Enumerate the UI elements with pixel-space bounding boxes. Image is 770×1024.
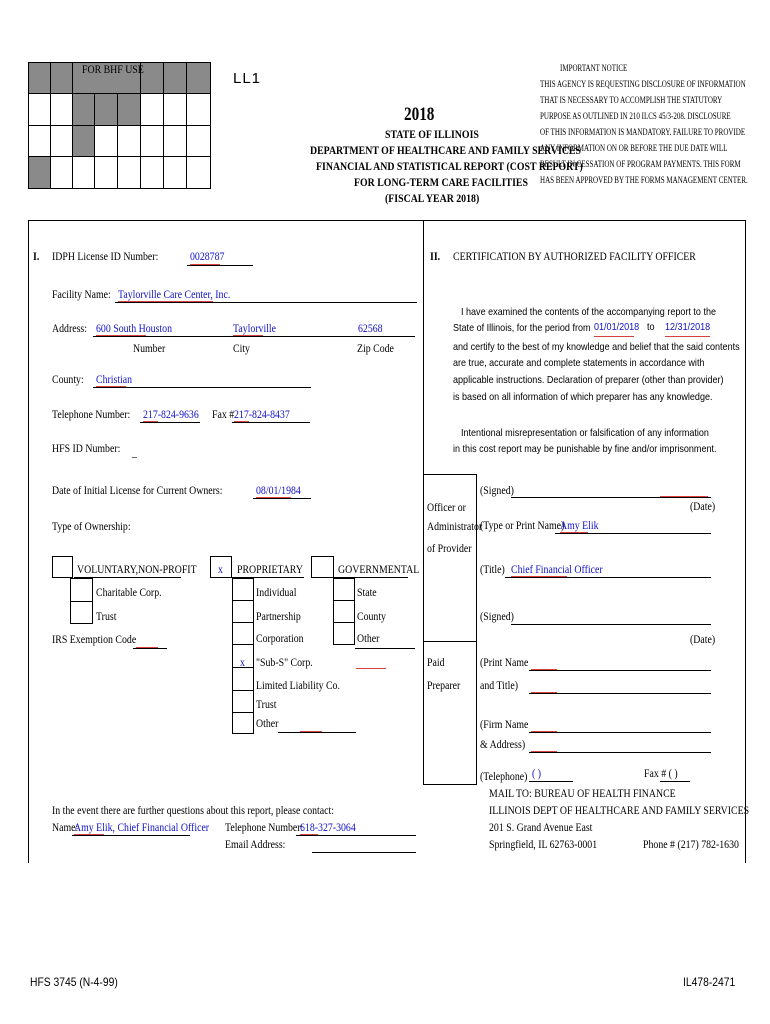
grid-cell <box>163 62 187 94</box>
initial-license-underline <box>253 498 311 499</box>
contact-instructions: In the event there are further questions about this report, please contact: <box>52 803 334 817</box>
county-label: County: <box>52 372 84 386</box>
subs-label: "Sub-S" Corp. <box>256 655 313 669</box>
fax-value[interactable]: 217-824-8437 <box>234 407 290 421</box>
email-underline <box>312 852 416 853</box>
signed-label: (Signed) <box>480 483 514 497</box>
county-redline <box>96 386 126 387</box>
print-name-line <box>529 670 711 671</box>
address-underline <box>93 336 415 337</box>
notice-line: OF THIS INFORMATION IS MANDATORY. FAILURE TO PROVIDE <box>540 127 746 137</box>
print-title-line <box>529 693 711 694</box>
other-label: Other <box>256 716 279 730</box>
form-code: IL478-2471 <box>683 975 736 989</box>
firm-label: (Firm Name <box>480 717 529 731</box>
grid-cell <box>72 156 95 189</box>
grid-cell <box>140 125 164 157</box>
subs-mark: x <box>240 655 245 669</box>
charitable-checkbox[interactable] <box>70 578 93 602</box>
print-name-redline <box>531 669 557 670</box>
other-gov-underline <box>355 648 415 649</box>
signature-redline <box>660 496 708 497</box>
print-name-label: (Print Name <box>480 655 529 669</box>
title-label: (Title) <box>480 562 505 576</box>
grid-cell <box>117 125 141 157</box>
contact-name-underline <box>72 835 190 836</box>
facility-value[interactable]: Taylorville Care Center, Inc. <box>118 287 231 301</box>
trust-checkbox[interactable] <box>70 601 93 624</box>
facility-underline <box>115 302 417 303</box>
contact-name-value[interactable]: Amy Elik, Chief Financial Officer <box>74 820 210 834</box>
fax-label: Fax # <box>212 407 235 421</box>
notice-line: HAS BEEN APPROVED BY THE FORMS MANAGEMENT CENTER. <box>540 175 748 185</box>
title-line: FOR LONG-TERM CARE FACILITIES <box>354 175 528 189</box>
preparer-fax-underline <box>660 781 690 782</box>
firm-label-2: & Address) <box>480 737 526 751</box>
county-underline <box>93 387 311 388</box>
other-gov-checkbox[interactable] <box>333 622 355 645</box>
county-gov-label: County <box>357 609 386 623</box>
hfs-label: HFS ID Number: <box>52 441 121 455</box>
grid-cell <box>50 156 73 189</box>
firm-line <box>529 732 711 733</box>
county-gov-checkbox[interactable] <box>333 600 355 623</box>
grid-cell <box>28 62 51 94</box>
proprietary-label: PROPRIETARY <box>237 562 303 576</box>
type-name-redline <box>560 532 588 533</box>
grid-cell <box>117 156 141 189</box>
officer-label: Officer or <box>427 500 466 514</box>
mail-phone: Phone # (217) 782-1630 <box>643 837 739 851</box>
phone-label: Telephone Number: <box>52 407 131 421</box>
contact-phone-label: Telephone Number: <box>225 820 304 834</box>
address-label: Address: <box>52 321 87 335</box>
period-from-redline <box>594 336 634 337</box>
phone-underline <box>140 422 200 423</box>
city-redline <box>233 335 263 336</box>
grid-cell <box>28 156 51 189</box>
notice-line: PURPOSE AS OUTLINED IN 210 ILCS 45/3-208. DISCLOSURE <box>540 111 731 121</box>
individual-label: Individual <box>256 585 297 599</box>
irs-label: IRS Exemption Code <box>52 632 137 646</box>
grid-cell <box>94 156 118 189</box>
cert-line: and certify to the best of my knowledge and belief that the said contents <box>453 341 740 353</box>
grid-cell <box>186 62 211 94</box>
paid-label: Paid <box>427 655 445 669</box>
grid-cell <box>94 93 118 126</box>
governmental-checkbox[interactable] <box>311 556 334 578</box>
street-value[interactable]: 600 South Houston <box>96 321 173 335</box>
mail-line: MAIL TO: BUREAU OF HEALTH FINANCE <box>489 786 676 800</box>
notice-line: THIS AGENCY IS REQUESTING DISCLOSURE OF INFORMATION <box>540 79 746 89</box>
other-gov-redline <box>356 668 386 669</box>
print-title-redline <box>531 692 557 693</box>
city-label: City <box>233 341 250 355</box>
title-line: STATE OF ILLINOIS <box>385 127 479 141</box>
voluntary-label: VOLUNTARY,NON-PROFIT <box>77 562 197 576</box>
notice-line: ANY INFORMATION ON OR BEFORE THE DUE DATE WILL <box>540 143 728 153</box>
grid-cell <box>28 125 51 157</box>
form-id: HFS 3745 (N-4-99) <box>30 975 118 989</box>
contact-name-redline <box>74 834 104 835</box>
trust2-label: Trust <box>256 697 277 711</box>
email-label: Email Address: <box>225 837 286 851</box>
cert-line: is based on all information of which preparer has any knowledge. <box>453 391 713 403</box>
license-value[interactable]: 0028787 <box>190 249 225 263</box>
partnership-label: Partnership <box>256 609 301 623</box>
grid-cell <box>140 156 164 189</box>
individual-checkbox[interactable] <box>232 578 254 601</box>
paid-label: Preparer <box>427 678 461 692</box>
title-line: (FISCAL YEAR 2018) <box>385 191 480 205</box>
trust-label: Trust <box>96 609 117 623</box>
initial-license-value[interactable]: 08/01/1984 <box>256 483 301 497</box>
other-underline <box>278 732 356 733</box>
irs-underline <box>133 648 167 649</box>
cert-to: to <box>647 321 655 333</box>
grid-cell <box>50 62 73 94</box>
facility-label: Facility Name: <box>52 287 111 301</box>
grid-cell <box>50 125 73 157</box>
warning-line: Intentional misrepresentation or falsification of any information <box>461 427 709 439</box>
voluntary-checkbox[interactable] <box>52 556 73 578</box>
governmental-label: GOVERNMENTAL <box>338 562 420 576</box>
grid-cell <box>186 125 211 157</box>
partnership-checkbox[interactable] <box>232 600 254 623</box>
type-name-underline <box>555 533 711 534</box>
section-1-numeral: I. <box>33 249 40 263</box>
notice-title: IMPORTANT NOTICE <box>560 63 628 73</box>
officer-label: Administrator <box>427 519 483 533</box>
date-label: (Date) <box>690 499 716 513</box>
officer-label: of Provider <box>427 541 472 555</box>
mail-line: ILLINOIS DEPT OF HEALTHCARE AND FAMILY SERVICES <box>489 803 750 817</box>
contact-phone-underline <box>296 835 416 836</box>
title-redline <box>511 576 567 577</box>
other-gov-label: Other <box>357 631 380 645</box>
period-from-value[interactable]: 01/01/2018 <box>594 321 640 333</box>
trust2-checkbox[interactable] <box>232 690 254 713</box>
grid-cell <box>186 93 211 126</box>
signed2-label: (Signed) <box>480 609 514 623</box>
corporation-checkbox[interactable] <box>232 622 254 645</box>
period-to-redline <box>665 336 710 337</box>
print-name-label-2: and Title) <box>480 678 519 692</box>
telephone-underline <box>529 781 573 782</box>
signature-line <box>511 497 711 498</box>
contact-phone-redline <box>300 834 318 835</box>
contact-name-label: Name: <box>52 820 79 834</box>
irs-redline <box>136 647 158 648</box>
firm-address-redline <box>531 751 557 752</box>
ownership-label: Type of Ownership: <box>52 519 131 533</box>
warning-line: in this cost report may be punishable by fine and/or imprisonment. <box>453 443 717 455</box>
form-code-ll1: LL1 <box>233 70 262 87</box>
grid-cell <box>72 125 95 157</box>
cert-line: are true, accurate and complete statements in accordance with <box>453 357 705 369</box>
phone-value[interactable]: 217-824-9636 <box>143 407 199 421</box>
other-redline <box>300 731 322 732</box>
grid-cell <box>28 93 51 126</box>
title-line: DEPARTMENT OF HEALTHCARE AND FAMILY SERVICES <box>310 143 581 157</box>
firm-address-line <box>529 752 711 753</box>
telephone-label: (Telephone) <box>480 769 528 783</box>
grid-cell <box>117 93 141 126</box>
zip-value[interactable]: 62568 <box>358 321 383 335</box>
fax-redline <box>234 421 249 422</box>
date2-label: (Date) <box>690 632 716 646</box>
county-value[interactable]: Christian <box>96 372 133 386</box>
mail-line: 201 S. Grand Avenue East <box>489 820 593 834</box>
other-checkbox[interactable] <box>232 712 254 734</box>
state-checkbox[interactable] <box>333 578 355 601</box>
grid-cell <box>186 156 211 189</box>
contact-phone-value[interactable]: 618-327-3064 <box>300 820 356 834</box>
cert-line: State of Illinois, for the period from <box>453 322 591 334</box>
llc-label: Limited Liability Co. <box>256 678 340 692</box>
llc-checkbox[interactable] <box>232 667 254 691</box>
firm-redline <box>531 731 557 732</box>
mail-city: Springfield, IL 62763-0001 <box>489 837 598 851</box>
title-value[interactable]: Chief Financial Officer <box>511 562 603 576</box>
number-label: Number <box>133 341 166 355</box>
license-label: IDPH License ID Number: <box>52 249 159 263</box>
section-2-numeral: II. <box>430 249 441 263</box>
signature2-line <box>511 624 711 625</box>
notice-line: RESULT IN CESSATION OF PROGRAM PAYMENTS. THIS FORM <box>540 159 741 169</box>
preparer-fax-label: Fax # ( ) <box>644 766 678 780</box>
type-name-label: (Type or Print Name) <box>480 518 565 532</box>
bhf-use-label: FOR BHF USE <box>82 62 144 76</box>
telephone-parens[interactable]: ( ) <box>532 766 542 780</box>
phone-redline <box>143 421 158 422</box>
grid-cell <box>50 93 73 126</box>
grid-cell <box>94 125 118 157</box>
initial-license-redline <box>256 497 291 498</box>
initial-license-label: Date of Initial License for Current Owners: <box>52 483 223 497</box>
notice-line: THAT IS NECESSARY TO ACCOMPLISH THE STATUTORY <box>540 95 723 105</box>
license-underline <box>187 265 253 266</box>
cert-line: applicable instructions. Declaration of preparer (other than provider) <box>453 374 724 386</box>
cert-line: I have examined the contents of the accompanying report to the <box>461 306 717 318</box>
zip-label: Zip Code <box>357 341 394 355</box>
proprietary-mark: x <box>218 562 223 576</box>
charitable-label: Charitable Corp. <box>96 585 162 599</box>
fax-underline <box>232 422 310 423</box>
grid-cell <box>163 156 187 189</box>
grid-cell <box>72 93 95 126</box>
certification-heading: CERTIFICATION BY AUTHORIZED FACILITY OFFICER <box>453 249 696 263</box>
city-value[interactable]: Taylorville <box>233 321 277 335</box>
grid-cell <box>163 93 187 126</box>
state-label: State <box>357 585 377 599</box>
period-to-value[interactable]: 12/31/2018 <box>665 321 711 333</box>
hfs-value[interactable]: _ <box>132 445 137 459</box>
type-name-value[interactable]: Amy Elik <box>560 518 599 532</box>
license-redline <box>190 264 220 265</box>
title-underline <box>505 577 711 578</box>
street-redline <box>96 335 146 336</box>
corporation-label: Corporation <box>256 631 304 645</box>
grid-cell <box>140 93 164 126</box>
facility-redline <box>118 301 213 302</box>
grid-cell <box>163 125 187 157</box>
report-year: 2018 <box>404 104 435 125</box>
title-line: FINANCIAL AND STATISTICAL REPORT (COST REPORT) <box>316 159 583 173</box>
